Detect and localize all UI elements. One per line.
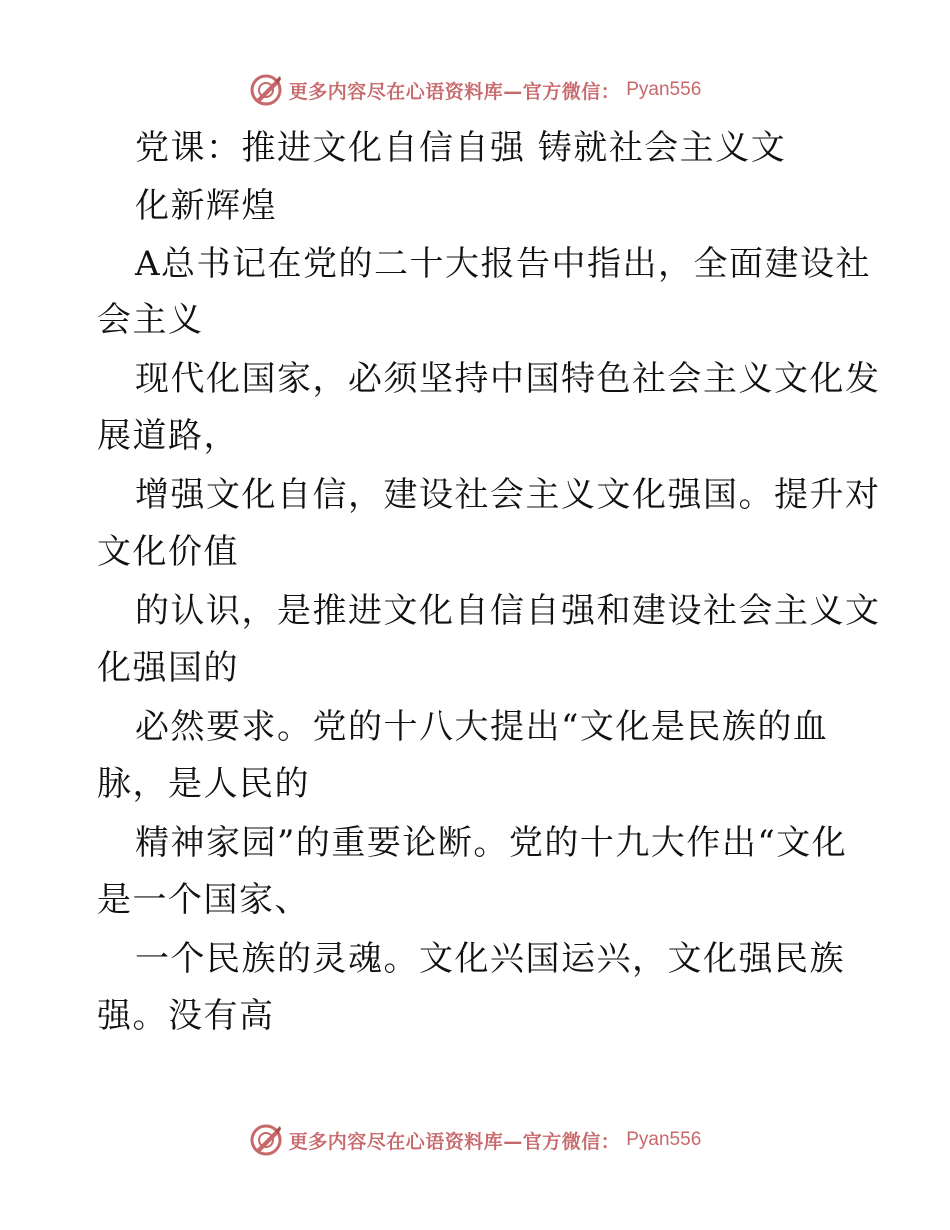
doc-title-line-2: 化新辉煌 xyxy=(135,186,277,226)
doc-line: 的认识，是推进文化自信自强和建设社会主义文 xyxy=(135,591,881,631)
quill-logo-icon xyxy=(249,73,283,107)
doc-line: 精神家园”的重要论断。党的十九大作出“文化 xyxy=(135,823,848,863)
doc-line: 脉，是人民的 xyxy=(97,764,310,804)
header-watermark xyxy=(0,70,950,110)
watermark-text: 更多内容尽在心语资料库—官方微信： xyxy=(288,1130,621,1153)
doc-line: 一个民族的灵魂。文化兴国运兴，文化强民族 xyxy=(135,939,845,979)
watermark-wechat-id: Pyan556 xyxy=(626,1129,702,1150)
doc-line: 化强国的 xyxy=(97,648,239,688)
doc-line: 展道路， xyxy=(97,416,239,456)
quill-logo-icon xyxy=(249,1123,283,1157)
doc-line: 现代化国家，必须坚持中国特色社会主义文化发 xyxy=(135,359,881,399)
doc-line: 强。没有高 xyxy=(97,996,275,1036)
doc-line: 是一个国家、 xyxy=(97,880,310,920)
doc-line: 必然要求。党的十八大提出“文化是民族的血 xyxy=(135,707,829,747)
doc-line: 会主义 xyxy=(97,300,204,340)
doc-title-line-1: 党课：推进文化自信自强 铸就社会主义文 xyxy=(135,128,787,168)
footer-watermark xyxy=(0,1120,950,1160)
doc-line: 增强文化自信，建设社会主义文化强国。提升对 xyxy=(135,475,881,515)
watermark-wechat-id: Pyan556 xyxy=(626,79,702,100)
doc-line: 文化价值 xyxy=(97,532,239,572)
doc-line: A总书记在党的二十大报告中指出，全面建设社 xyxy=(135,244,872,284)
watermark-text: 更多内容尽在心语资料库—官方微信： xyxy=(288,80,621,103)
